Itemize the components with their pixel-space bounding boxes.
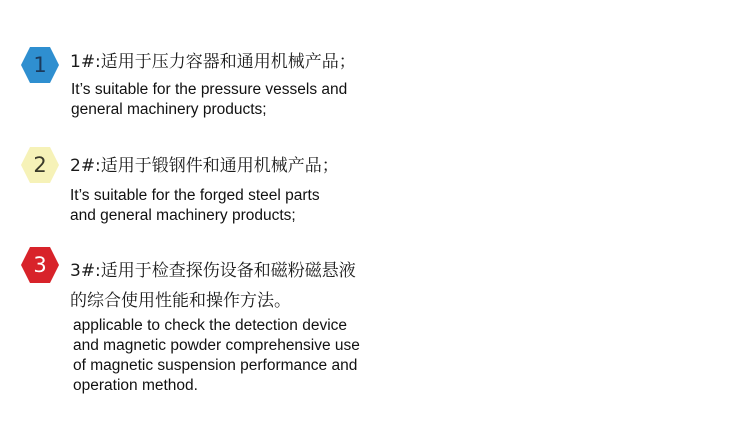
number-badge-2 [20, 145, 60, 185]
english-description-1 [71, 80, 347, 120]
chinese-description-1 [70, 50, 356, 75]
number-badge-3 [20, 245, 60, 285]
zh-line: 1#:适用于压力容器和通用机械产品； [70, 52, 356, 72]
en-line: It’s suitable for the forged steel parts [70, 187, 320, 204]
en-line: and magnetic powder comprehensive use [73, 337, 360, 354]
chinese-description-3 [70, 256, 356, 316]
zh-line: 3#:适用于检查探伤设备和磁粉磁悬液 [70, 261, 356, 281]
badge-number-2: 2 [33, 153, 47, 177]
en-line: and general machinery products; [70, 207, 296, 224]
zh-line: 的综合使用性能和操作方法。 [70, 291, 291, 311]
number-badge-1 [20, 45, 60, 85]
badge-number-3: 3 [33, 253, 47, 277]
en-line: operation method. [73, 377, 198, 394]
english-description-3 [73, 316, 360, 396]
english-description-2 [70, 186, 320, 226]
en-line: applicable to check the detection device [73, 317, 348, 334]
en-line: It’s suitable for the pressure vessels and [71, 81, 348, 98]
en-line: general machinery products; [71, 101, 267, 118]
badge-number-1: 1 [33, 53, 47, 77]
en-line: of magnetic suspension performance and [73, 357, 358, 374]
zh-line: 2#:适用于锻钢件和通用机械产品； [70, 156, 339, 176]
chinese-description-2 [70, 154, 339, 179]
